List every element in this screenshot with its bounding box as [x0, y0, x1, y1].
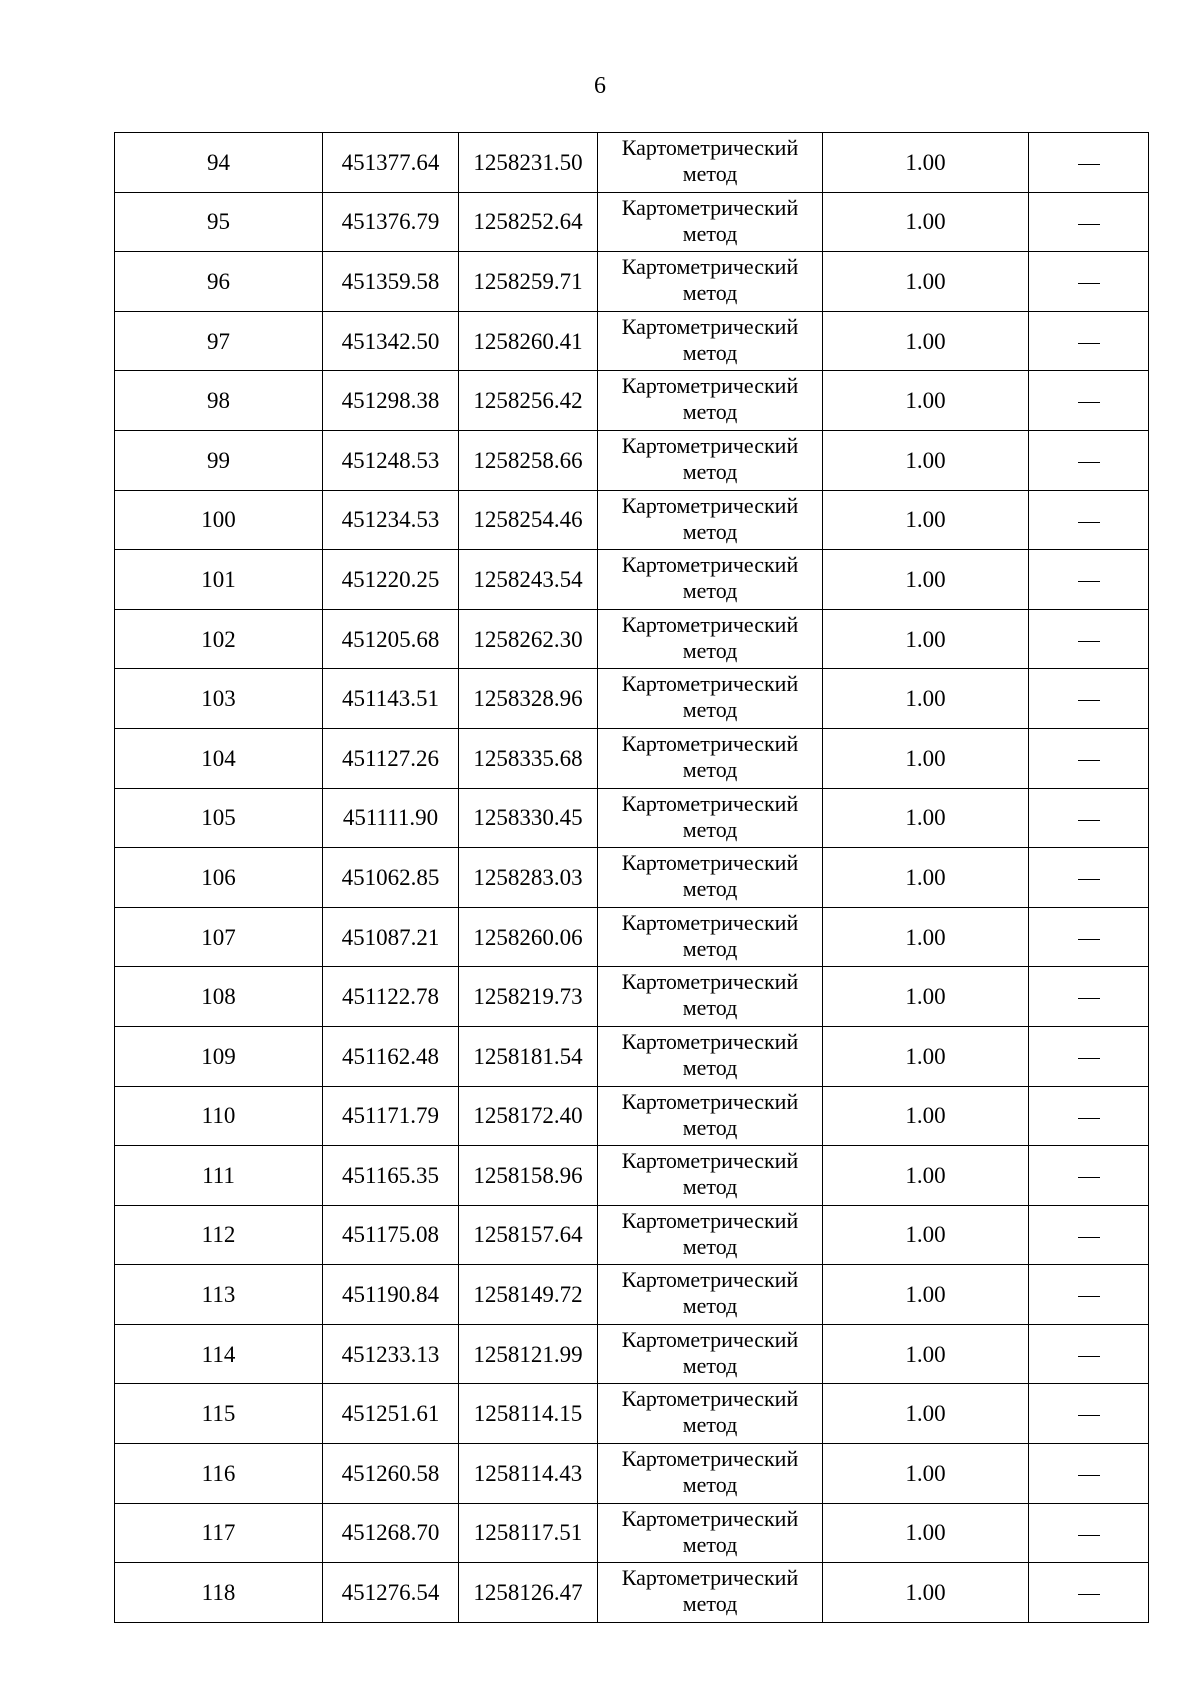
method-text-line: метод: [682, 399, 738, 425]
method-text-line: метод: [682, 1352, 738, 1378]
dash-mark: [1078, 522, 1100, 523]
y-coordinate-cell: 1258181.54: [459, 1026, 598, 1086]
dash-mark: [1078, 879, 1100, 880]
point-number-cell: 104: [115, 728, 323, 788]
accuracy-cell: 1.00: [823, 1444, 1029, 1504]
table-row: [115, 1086, 1149, 1146]
note-cell: [1029, 1444, 1149, 1504]
method-text-line: метод: [682, 578, 738, 604]
x-coordinate-cell: 451062.85: [323, 848, 459, 908]
x-coordinate-cell: 451175.08: [323, 1205, 459, 1265]
method-text-line: метод: [682, 756, 738, 782]
y-coordinate-cell: 1258157.64: [459, 1205, 598, 1265]
note-cell: [1029, 1265, 1149, 1325]
point-number-cell: 97: [115, 311, 323, 371]
accuracy-cell: 1.00: [823, 1086, 1029, 1146]
y-coordinate-cell: 1258121.99: [459, 1324, 598, 1384]
point-number-cell: 107: [115, 907, 323, 967]
accuracy-cell: 1.00: [823, 728, 1029, 788]
accuracy-cell: 1.00: [823, 1324, 1029, 1384]
method-text-line: Картометрический: [621, 492, 799, 518]
y-coordinate-cell: 1258260.41: [459, 311, 598, 371]
method-cell: [598, 1324, 823, 1384]
accuracy-cell: 1.00: [823, 1205, 1029, 1265]
accuracy-cell: 1.00: [823, 1026, 1029, 1086]
method-text-line: метод: [682, 816, 738, 842]
note-cell: [1029, 371, 1149, 431]
y-coordinate-cell: 1258283.03: [459, 848, 598, 908]
method-cell: [598, 609, 823, 669]
method-text-line: Картометрический: [621, 373, 799, 399]
point-number-cell: 111: [115, 1146, 323, 1206]
x-coordinate-cell: 451122.78: [323, 967, 459, 1027]
table-row: [115, 550, 1149, 610]
dash-mark: [1078, 402, 1100, 403]
method-cell: [598, 1384, 823, 1444]
table-row: [115, 133, 1149, 193]
dash-mark: [1078, 581, 1100, 582]
table-row: [115, 252, 1149, 312]
y-coordinate-cell: 1258117.51: [459, 1503, 598, 1563]
method-text-line: Картометрический: [621, 1028, 799, 1054]
note-cell: [1029, 728, 1149, 788]
coordinates-table-body: [115, 133, 1149, 1623]
x-coordinate-cell: 451268.70: [323, 1503, 459, 1563]
x-coordinate-cell: 451233.13: [323, 1324, 459, 1384]
accuracy-cell: 1.00: [823, 609, 1029, 669]
method-cell: [598, 133, 823, 193]
table-row: [115, 490, 1149, 550]
method-text-line: метод: [682, 935, 738, 961]
point-number-cell: 99: [115, 430, 323, 490]
dash-mark: [1078, 820, 1100, 821]
accuracy-cell: 1.00: [823, 848, 1029, 908]
point-number-cell: 102: [115, 609, 323, 669]
method-cell: [598, 1503, 823, 1563]
dash-mark: [1078, 224, 1100, 225]
table-row: [115, 848, 1149, 908]
accuracy-cell: 1.00: [823, 1384, 1029, 1444]
accuracy-cell: 1.00: [823, 1146, 1029, 1206]
dash-mark: [1078, 343, 1100, 344]
x-coordinate-cell: 451205.68: [323, 609, 459, 669]
note-cell: [1029, 192, 1149, 252]
table-row: [115, 1205, 1149, 1265]
method-cell: [598, 1146, 823, 1206]
accuracy-cell: 1.00: [823, 967, 1029, 1027]
method-cell: [598, 252, 823, 312]
x-coordinate-cell: 451127.26: [323, 728, 459, 788]
y-coordinate-cell: 1258219.73: [459, 967, 598, 1027]
method-text-line: метод: [682, 1412, 738, 1438]
y-coordinate-cell: 1258231.50: [459, 133, 598, 193]
x-coordinate-cell: 451087.21: [323, 907, 459, 967]
method-cell: [598, 669, 823, 729]
dash-mark: [1078, 998, 1100, 999]
table-row: [115, 1384, 1149, 1444]
method-text-line: Картометрический: [621, 730, 799, 756]
dash-mark: [1078, 1356, 1100, 1357]
table-row: [115, 1503, 1149, 1563]
y-coordinate-cell: 1258172.40: [459, 1086, 598, 1146]
method-text-line: метод: [682, 1114, 738, 1140]
dash-mark: [1078, 939, 1100, 940]
method-text-line: Картометрический: [621, 313, 799, 339]
point-number-cell: 95: [115, 192, 323, 252]
x-coordinate-cell: 451111.90: [323, 788, 459, 848]
accuracy-cell: 1.00: [823, 1563, 1029, 1623]
method-cell: [598, 907, 823, 967]
accuracy-cell: 1.00: [823, 669, 1029, 729]
accuracy-cell: 1.00: [823, 311, 1029, 371]
y-coordinate-cell: 1258256.42: [459, 371, 598, 431]
note-cell: [1029, 609, 1149, 669]
accuracy-cell: 1.00: [823, 430, 1029, 490]
method-text-line: метод: [682, 518, 738, 544]
point-number-cell: 96: [115, 252, 323, 312]
point-number-cell: 105: [115, 788, 323, 848]
method-text-line: Картометрический: [621, 1207, 799, 1233]
y-coordinate-cell: 1258126.47: [459, 1563, 598, 1623]
x-coordinate-cell: 451298.38: [323, 371, 459, 431]
y-coordinate-cell: 1258262.30: [459, 609, 598, 669]
table-row: [115, 430, 1149, 490]
note-cell: [1029, 1026, 1149, 1086]
point-number-cell: 118: [115, 1563, 323, 1623]
table-row: [115, 311, 1149, 371]
dash-mark: [1078, 1058, 1100, 1059]
method-cell: [598, 1205, 823, 1265]
y-coordinate-cell: 1258243.54: [459, 550, 598, 610]
method-cell: [598, 311, 823, 371]
method-text-line: Картометрический: [621, 969, 799, 995]
table-row: [115, 609, 1149, 669]
method-text-line: метод: [682, 637, 738, 663]
method-text-line: Картометрический: [621, 1148, 799, 1174]
note-cell: [1029, 848, 1149, 908]
method-text-line: метод: [682, 697, 738, 723]
y-coordinate-cell: 1258149.72: [459, 1265, 598, 1325]
method-text-line: метод: [682, 161, 738, 186]
dash-mark: [1078, 1475, 1100, 1476]
accuracy-cell: 1.00: [823, 252, 1029, 312]
method-text-line: метод: [682, 1293, 738, 1319]
method-text-line: Картометрический: [621, 194, 799, 220]
method-cell: [598, 430, 823, 490]
point-number-cell: 116: [115, 1444, 323, 1504]
y-coordinate-cell: 1258259.71: [459, 252, 598, 312]
method-text-line: Картометрический: [621, 254, 799, 280]
y-coordinate-cell: 1258114.15: [459, 1384, 598, 1444]
dash-mark: [1078, 641, 1100, 642]
point-number-cell: 98: [115, 371, 323, 431]
point-number-cell: 114: [115, 1324, 323, 1384]
note-cell: [1029, 1503, 1149, 1563]
note-cell: [1029, 788, 1149, 848]
y-coordinate-cell: 1258254.46: [459, 490, 598, 550]
method-text-line: Картометрический: [621, 1326, 799, 1352]
y-coordinate-cell: 1258330.45: [459, 788, 598, 848]
x-coordinate-cell: 451251.61: [323, 1384, 459, 1444]
x-coordinate-cell: 451359.58: [323, 252, 459, 312]
table-row: [115, 1444, 1149, 1504]
accuracy-cell: 1.00: [823, 1265, 1029, 1325]
point-number-cell: 108: [115, 967, 323, 1027]
note-cell: [1029, 1086, 1149, 1146]
note-cell: [1029, 907, 1149, 967]
method-text-line: метод: [682, 339, 738, 365]
method-text-line: метод: [682, 220, 738, 246]
dash-mark: [1078, 164, 1100, 165]
note-cell: [1029, 490, 1149, 550]
point-number-cell: 106: [115, 848, 323, 908]
x-coordinate-cell: 451190.84: [323, 1265, 459, 1325]
table-row: [115, 1026, 1149, 1086]
method-text-line: Картометрический: [621, 909, 799, 935]
accuracy-cell: 1.00: [823, 1503, 1029, 1563]
method-text-line: метод: [682, 280, 738, 306]
method-cell: [598, 490, 823, 550]
y-coordinate-cell: 1258252.64: [459, 192, 598, 252]
method-cell: [598, 848, 823, 908]
method-cell: [598, 967, 823, 1027]
note-cell: [1029, 1324, 1149, 1384]
point-number-cell: 112: [115, 1205, 323, 1265]
point-number-cell: 101: [115, 550, 323, 610]
method-text-line: Картометрический: [621, 1565, 799, 1591]
y-coordinate-cell: 1258258.66: [459, 430, 598, 490]
method-cell: [598, 1265, 823, 1325]
dash-mark: [1078, 1118, 1100, 1119]
x-coordinate-cell: 451162.48: [323, 1026, 459, 1086]
x-coordinate-cell: 451234.53: [323, 490, 459, 550]
point-number-cell: 100: [115, 490, 323, 550]
method-text-line: Картометрический: [621, 1505, 799, 1531]
note-cell: [1029, 1563, 1149, 1623]
dash-mark: [1078, 1177, 1100, 1178]
x-coordinate-cell: 451143.51: [323, 669, 459, 729]
method-text-line: Картометрический: [621, 432, 799, 458]
note-cell: [1029, 133, 1149, 193]
point-number-cell: 115: [115, 1384, 323, 1444]
method-text-line: Картометрический: [621, 790, 799, 816]
x-coordinate-cell: 451165.35: [323, 1146, 459, 1206]
coordinates-table: [114, 132, 1149, 1623]
method-text-line: Картометрический: [621, 135, 799, 160]
dash-mark: [1078, 1296, 1100, 1297]
x-coordinate-cell: 451276.54: [323, 1563, 459, 1623]
x-coordinate-cell: 451377.64: [323, 133, 459, 193]
x-coordinate-cell: 451220.25: [323, 550, 459, 610]
point-number-cell: 94: [115, 133, 323, 193]
y-coordinate-cell: 1258114.43: [459, 1444, 598, 1504]
table-row: [115, 907, 1149, 967]
accuracy-cell: 1.00: [823, 192, 1029, 252]
dash-mark: [1078, 462, 1100, 463]
x-coordinate-cell: 451376.79: [323, 192, 459, 252]
table-row: [115, 967, 1149, 1027]
dash-mark: [1078, 1415, 1100, 1416]
method-cell: [598, 728, 823, 788]
accuracy-cell: 1.00: [823, 490, 1029, 550]
method-text-line: метод: [682, 876, 738, 902]
method-text-line: метод: [682, 1472, 738, 1498]
note-cell: [1029, 1146, 1149, 1206]
table-row: [115, 728, 1149, 788]
point-number-cell: 117: [115, 1503, 323, 1563]
table-row: [115, 371, 1149, 431]
note-cell: [1029, 967, 1149, 1027]
point-number-cell: 103: [115, 669, 323, 729]
y-coordinate-cell: 1258328.96: [459, 669, 598, 729]
accuracy-cell: 1.00: [823, 550, 1029, 610]
method-text-line: метод: [682, 1531, 738, 1557]
dash-mark: [1078, 1535, 1100, 1536]
table-row: [115, 1324, 1149, 1384]
page-number: 6: [594, 73, 606, 99]
method-text-line: метод: [682, 1233, 738, 1259]
method-text-line: Картометрический: [621, 552, 799, 578]
accuracy-cell: 1.00: [823, 371, 1029, 431]
method-text-line: Картометрический: [621, 611, 799, 637]
dash-mark: [1078, 1237, 1100, 1238]
method-cell: [598, 788, 823, 848]
accuracy-cell: 1.00: [823, 907, 1029, 967]
dash-mark: [1078, 1594, 1100, 1595]
table-row: [115, 1563, 1149, 1623]
x-coordinate-cell: 451171.79: [323, 1086, 459, 1146]
point-number-cell: 110: [115, 1086, 323, 1146]
y-coordinate-cell: 1258260.06: [459, 907, 598, 967]
x-coordinate-cell: 451248.53: [323, 430, 459, 490]
method-text-line: Картометрический: [621, 850, 799, 876]
note-cell: [1029, 430, 1149, 490]
method-text-line: Картометрический: [621, 1446, 799, 1472]
y-coordinate-cell: 1258158.96: [459, 1146, 598, 1206]
table-row: [115, 669, 1149, 729]
method-text-line: метод: [682, 1591, 738, 1617]
note-cell: [1029, 311, 1149, 371]
x-coordinate-cell: 451260.58: [323, 1444, 459, 1504]
dash-mark: [1078, 760, 1100, 761]
method-cell: [598, 1026, 823, 1086]
method-text-line: метод: [682, 458, 738, 484]
method-text-line: Картометрический: [621, 1088, 799, 1114]
accuracy-cell: 1.00: [823, 788, 1029, 848]
note-cell: [1029, 1205, 1149, 1265]
y-coordinate-cell: 1258335.68: [459, 728, 598, 788]
table-row: [115, 192, 1149, 252]
note-cell: [1029, 252, 1149, 312]
point-number-cell: 109: [115, 1026, 323, 1086]
method-text-line: Картометрический: [621, 1267, 799, 1293]
method-cell: [598, 550, 823, 610]
note-cell: [1029, 550, 1149, 610]
method-text-line: метод: [682, 1174, 738, 1200]
method-text-line: метод: [682, 1054, 738, 1080]
point-number-cell: 113: [115, 1265, 323, 1325]
table-row: [115, 1146, 1149, 1206]
method-text-line: Картометрический: [621, 1386, 799, 1412]
method-text-line: Картометрический: [621, 671, 799, 697]
table-row: [115, 788, 1149, 848]
dash-mark: [1078, 700, 1100, 701]
note-cell: [1029, 1384, 1149, 1444]
method-cell: [598, 371, 823, 431]
x-coordinate-cell: 451342.50: [323, 311, 459, 371]
method-cell: [598, 192, 823, 252]
method-text-line: метод: [682, 995, 738, 1021]
method-cell: [598, 1086, 823, 1146]
method-cell: [598, 1444, 823, 1504]
note-cell: [1029, 669, 1149, 729]
method-cell: [598, 1563, 823, 1623]
accuracy-cell: 1.00: [823, 133, 1029, 193]
dash-mark: [1078, 283, 1100, 284]
table-row: [115, 1265, 1149, 1325]
